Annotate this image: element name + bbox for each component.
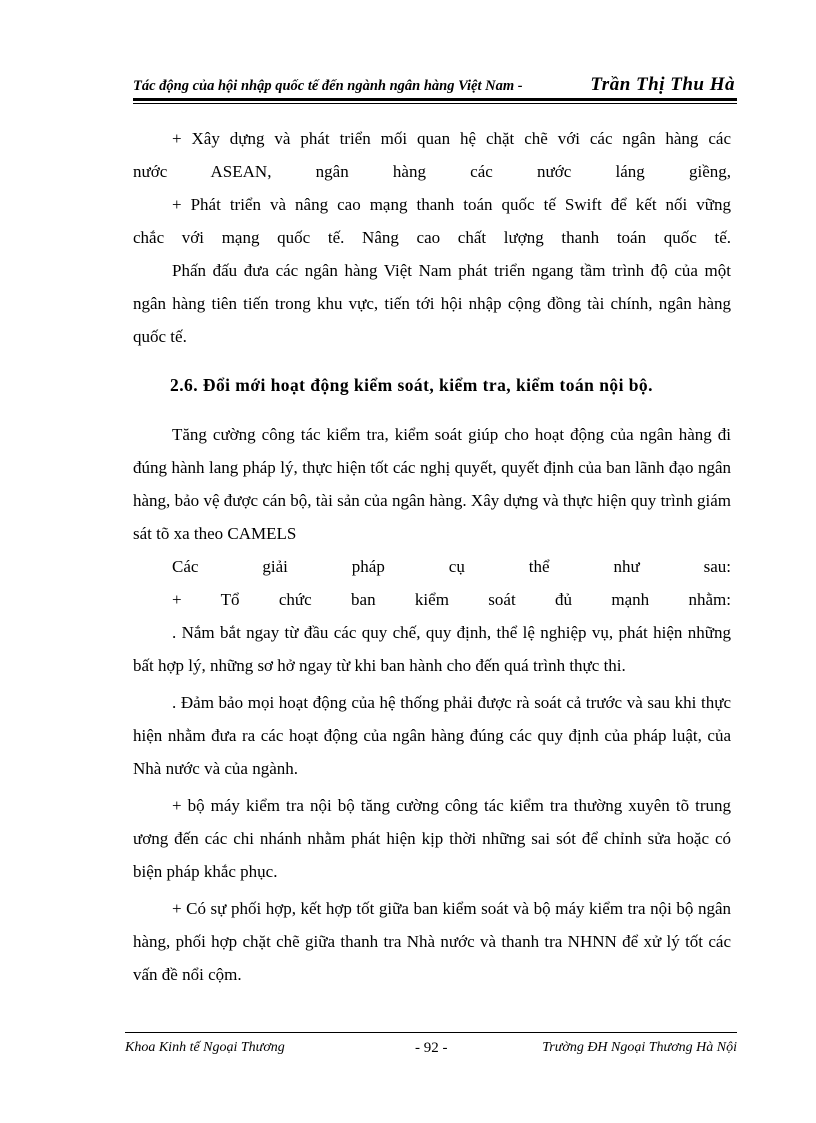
header-rule-thin: [133, 103, 737, 104]
paragraph-1-line-1: + Xây dựng và phát triển mối quan hệ chặt chẽ với các ngân hàng các: [172, 129, 731, 148]
section-heading: 2.6. Đổi mới hoạt động kiểm soát, kiểm tra, kiểm toán nội bộ.: [170, 375, 653, 395]
paragraph-1-line-2: nước ASEAN, ngân hàng các nước láng giềng,: [133, 162, 731, 181]
paragraph-4: Tăng cường công tác kiểm tra, kiểm soát giúp cho hoạt động của ngân hàng đi đúng hành lang pháp lý, thực hiện tốt các nghị quyết, quyết định của ban lãnh đạo ngân hàng, bảo vệ được cán bộ, tài sản của ngân hàng. Xây dựng và thực hiện quy trình giám sát tõ xa theo CAMELS: [133, 425, 731, 543]
paragraph-8: . Đảm bảo mọi hoạt động của hệ thống phải được rà soát cả trước và sau khi thực hiện nhằm đưa ra các hoạt động của ngân hàng đúng các quy định của pháp luật, của Nhà nước và của ngành.: [133, 693, 731, 778]
page-number: - 92 -: [415, 1040, 448, 1056]
footer-rule: [125, 1032, 737, 1033]
page-header: [133, 74, 737, 98]
page-footer: [125, 1040, 737, 1062]
paragraph-5: Các giải pháp cụ thể như sau:: [172, 557, 731, 576]
header-rule-thick: [133, 98, 737, 101]
paragraph-2-line-1: + Phát triển và nâng cao mạng thanh toán quốc tế Swift để kết nối vững: [172, 195, 731, 214]
paragraph-3: Phấn đấu đưa các ngân hàng Việt Nam phát triển ngang tầm trình độ của một ngân hàng tiên tiến trong khu vực, tiến tới hội nhập cộng đồng tài chính, ngân hàng quốc tế.: [133, 261, 731, 346]
paragraph-9: + bộ máy kiểm tra nội bộ tăng cường công tác kiểm tra thường xuyên tõ trung ương đến các chi nhánh nhằm phát hiện kịp thời những sai sót để chỉnh sửa hoặc có biện pháp khắc phục.: [133, 796, 731, 881]
page-body: [133, 122, 731, 991]
header-author: Trần Thị Thu Hà: [590, 74, 735, 95]
paragraph-7: . Nắm bắt ngay từ đầu các quy chế, quy định, thể lệ nghiệp vụ, phát hiện những bất hợp lý, những sơ hở ngay từ khi ban hành cho đến quá trình thực thi.: [133, 623, 731, 675]
paragraph-10: + Có sự phối hợp, kết hợp tốt giữa ban kiểm soát và bộ máy kiểm tra nội bộ ngân hàng, phối hợp chặt chẽ giữa thanh tra Nhà nước và thanh tra NHNN để xử lý tốt các vấn đề nổi cộm.: [133, 899, 731, 984]
footer-university: Trường ĐH Ngoại Thương Hà Nội: [542, 1040, 737, 1055]
footer-faculty: Khoa Kinh tế Ngoại Thương: [125, 1040, 285, 1055]
paragraph-6: + Tổ chức ban kiểm soát đủ mạnh nhằm:: [172, 590, 731, 609]
header-title: Tác động của hội nhập quốc tế đến ngành ngân hàng Việt Nam -: [133, 78, 523, 94]
paragraph-2-line-2: chắc với mạng quốc tế. Nâng cao chất lượng thanh toán quốc tế.: [133, 228, 731, 247]
